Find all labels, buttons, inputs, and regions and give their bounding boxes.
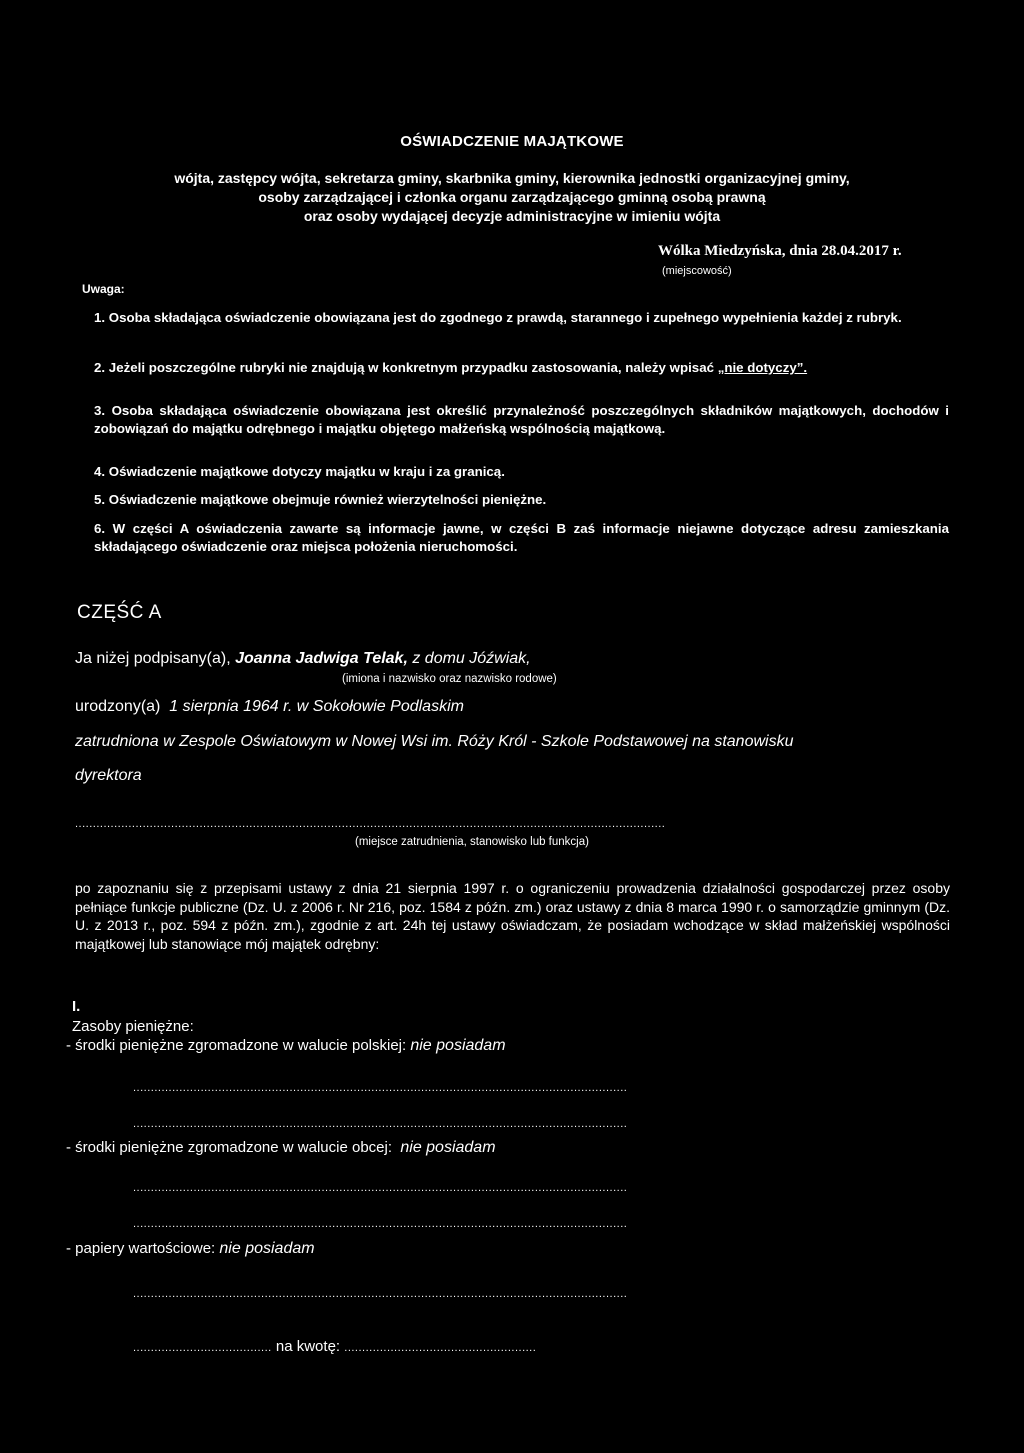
foreign-dots-2: ........................................................................................................................................... [133,1218,628,1230]
foreign-dots-1: ........................................................................................................................................... [133,1182,628,1194]
section-1-number: I. [72,998,81,1015]
employment-text-1: zatrudniona w Zespole Oświatowym w Nowej Wsi im. Róży Król - Szkole Podstawowej na stanowisku [75,733,794,750]
subtitle-line-1: wójta, zastępcy wójta, sekretarza gminy, skarbnika gminy, kierownika jednostki organizacyjnej gminy, [174,170,850,186]
employment-hint: (miejsce zatrudnienia, stanowisko lub funkcja) [355,836,589,848]
pln-value: nie posiadam [410,1037,506,1054]
employment-text-2: dyrektora [75,767,142,784]
note-3-text: Osoba składająca oświadczenie obowiązana jest określić przynależność poszczególnych składników majątkowych, dochodów i zobowiązań do majątku odrębnego i majątku objętego małżeńską wspólnością majątkową. [94,403,949,436]
employment-line-1 [75,733,793,751]
note-4-text: Oświadczenie majątkowe dotyczy majątku w kraju i za granicą. [108,464,505,479]
note-1-text: Osoba składająca oświadczenie obowiązana jest do zgodnego z prawdą, starannego i zupełnego wypełnienia każdej z rubryk. [108,310,902,325]
note-5-text: Oświadczenie majątkowe obejmuje również wierzytelności pieniężne. [108,492,547,507]
amount-dots-right: ...................................................... [344,1342,537,1354]
note-3-number: 3. [94,403,106,418]
note-5-number: 5. [94,492,106,507]
foreign-label: - środki pieniężne zgromadzone w walucie obcej: [66,1139,393,1156]
note-6 [94,520,949,555]
maiden-name-value: z domu Jóźwiak, [412,650,531,667]
securities-line [66,1240,315,1258]
born-place: w Sokołowie Podlaskim [296,698,464,715]
pln-label: - środki pieniężne zgromadzone w walucie polskiej: [66,1037,407,1054]
securities-label: - papiery wartościowe: [66,1240,216,1257]
born-date: 1 sierpnia 1964 r. [169,698,293,715]
document-title: OŚWIADCZENIE MAJĄTKOWE [400,133,624,150]
amount-line [133,1338,536,1355]
subtitle-line-3: oraz osoby wydającej decyzje administracyjne w imieniu wójta [303,208,721,224]
pln-line [66,1037,506,1055]
pln-dots-1: ........................................................................................................................................... [133,1082,628,1094]
amount-label: na kwotę: [275,1338,341,1355]
note-4-number: 4. [94,464,106,479]
note-5 [94,491,949,509]
note-2-number: 2. [94,360,106,375]
foreign-line [66,1139,496,1157]
note-1-number: 1. [94,310,106,325]
employment-line-2 [75,767,142,785]
foreign-value: nie posiadam [400,1139,496,1156]
place-date: Wólka Miedzyńska, dnia 28.04.2017 r. [658,243,902,259]
name-hint: (imiona i nazwisko oraz nazwisko rodowe) [342,673,557,685]
name-line [75,650,531,668]
securities-value: nie posiadam [219,1240,315,1257]
note-6-text: W części A oświadczenia zawarte są informacje jawne, w części B zaś informacje niejawne dotyczące adresu zamieszkania składającego oświadczenie oraz miejsca położenia nieruchomości. [94,521,949,554]
note-4 [94,463,949,481]
born-label: urodzony(a) [75,698,161,715]
notes-label: Uwaga: [82,282,125,296]
amount-dots-left: ....................................... [133,1342,272,1354]
name-value: Joanna Jadwiga Telak, [235,650,408,667]
birth-line [75,698,464,716]
section-1-label: Zasoby pieniężne: [72,1018,194,1035]
note-3 [94,402,949,437]
note-6-number: 6. [94,521,106,536]
note-2 [94,359,949,377]
name-prefix: Ja niżej podpisany(a), [75,650,231,667]
employment-dots: ...................................................................................................................................................................... [75,818,666,830]
securities-dots: ........................................................................................................................................... [133,1288,628,1300]
pln-dots-2: ........................................................................................................................................... [133,1118,628,1130]
subtitle-line-2: osoby zarządzającej i członka organu zarządzającego gminną osobą prawną [258,189,766,205]
note-1 [94,309,949,327]
legal-statement: po zapoznaniu się z przepisami ustawy z dnia 21 sierpnia 1997 r. o ograniczeniu prowadzenia działalności gospodarczej przez osoby pełniące funkcje publiczne (Dz. U. z 2006 r. Nr 216, poz. 1584 z późn. zm.) oraz ustawy z dnia 8 marca 1990 r. o samorządzie gminnym (Dz. U. z 2013 r., poz. 594 z późn. zm.), zgodnie z art. 24h tej ustawy oświadczam, że posiadam wchodzące w skład małżeńskiej wspólności majątkowej lub stanowiące mój majątek odrębny: [75,880,950,952]
note-2-text: Jeżeli poszczególne rubryki nie znajdują w konkretnym przypadku zastosowania, należy wpisać [108,360,718,375]
place-hint: (miejscowość) [662,265,732,277]
part-a-heading: CZĘŚĆ A [77,602,162,623]
note-2-emphasis: „nie dotyczy”. [717,360,808,375]
